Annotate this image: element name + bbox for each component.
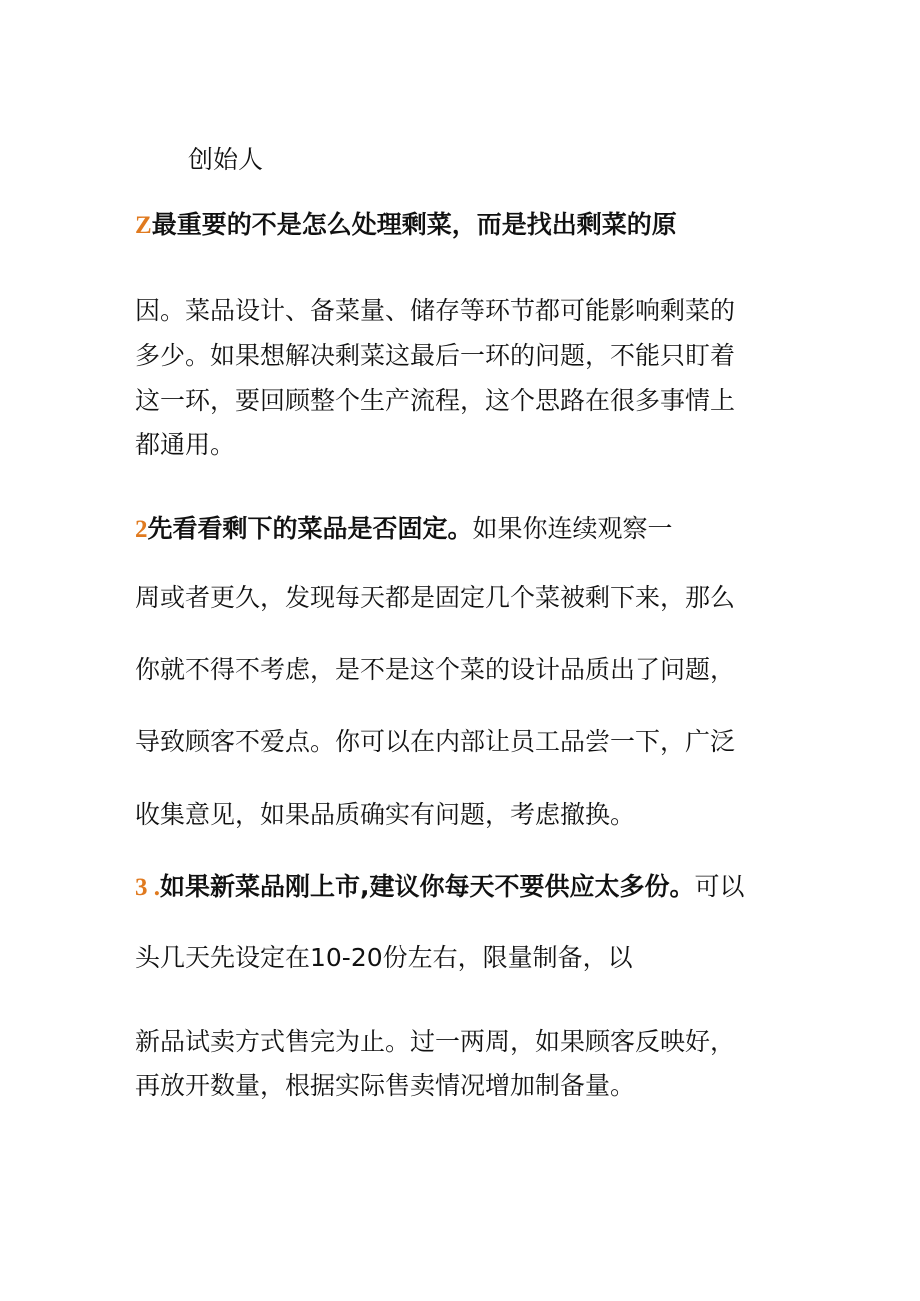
section-3-heading: 如果新菜品刚上市,建议你每天不要供应太多份。 (160, 872, 695, 901)
section-3-number: 3 . (135, 874, 160, 901)
section-1-line-4: 都通用。 (135, 430, 236, 459)
section-1-line-2: 多少。如果想解决剩菜这最后一环的问题，不能只盯着 (135, 341, 736, 370)
section-2-line-3: 导致顾客不爱点。你可以在内部让员工品尝一下，广泛 (135, 727, 736, 756)
section-1-heading-line (135, 210, 677, 241)
section-1-line-3: 这一环，要回顾整个生产流程，这个思路在很多事情上 (135, 386, 736, 415)
section-2-heading-line (135, 514, 673, 545)
author-name: 创始人 (188, 145, 264, 174)
section-3-heading-line (135, 872, 745, 903)
section-2-heading-tail: 如果你连续观察一 (472, 514, 673, 543)
section-2-number: 2 (135, 516, 148, 543)
section-1-number: Z (135, 212, 152, 239)
section-1-heading: 最重要的不是怎么处理剩菜，而是找出剩菜的原 (151, 210, 677, 239)
section-2-line-1: 周或者更久，发现每天都是固定几个菜被剩下来，那么 (135, 583, 736, 612)
section-2-line-4: 收集意见，如果品质确实有问题，考虑撤换。 (135, 800, 636, 829)
section-1-line-1: 因。菜品设计、备菜量、储存等环节都可能影响剩菜的 (135, 296, 736, 325)
section-2-line-2: 你就不得不考虑，是不是这个菜的设计品质出了问题， (135, 655, 736, 684)
section-3-heading-tail: 可以 (694, 872, 745, 901)
section-3-line-3: 再放开数量，根据实际售卖情况增加制备量。 (135, 1071, 636, 1100)
section-3-line-1: 头几天先设定在10-20份左右，限量制备，以 (135, 943, 633, 972)
section-2-heading: 先看看剩下的菜品是否固定。 (147, 514, 473, 543)
section-3-line-2: 新品试卖方式售完为止。过一两周，如果顾客反映好， (135, 1027, 736, 1056)
